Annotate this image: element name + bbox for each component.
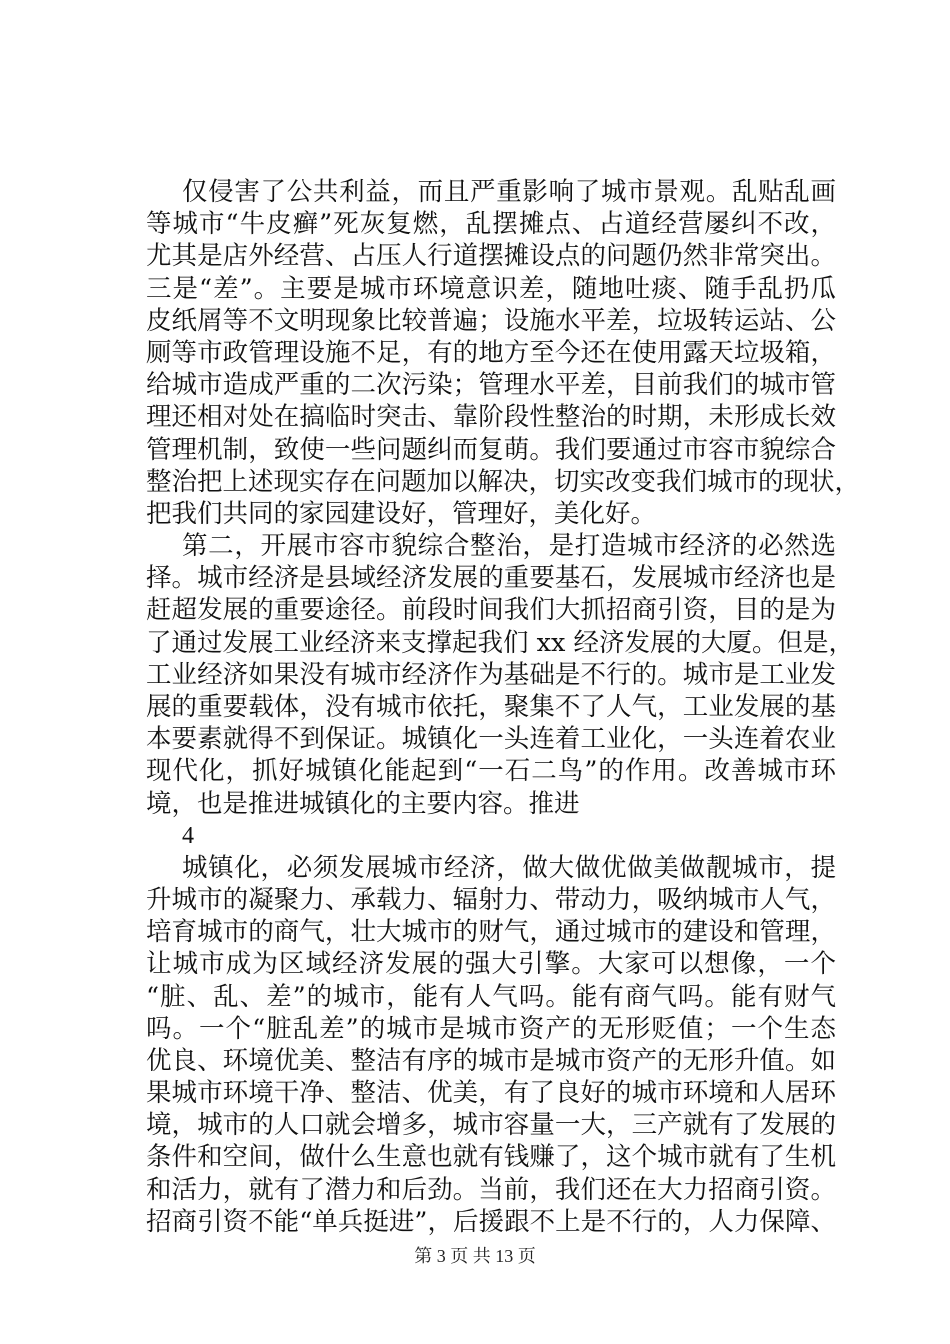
text-line: 城镇化，必须发展城市经济，做大做优做美做靓城市，提 [182, 852, 836, 883]
document-body [146, 176, 861, 1238]
text-line: 尤其是店外经营、占压人行道摆摊设点的问题仍然非常突出。 [146, 241, 836, 272]
paragraph-2 [146, 530, 854, 820]
text-line: 把我们共同的家园建设好，管理好，美化好。 [146, 498, 657, 529]
text-line: 整治把上述现实存在问题加以解决，切实改变我们城市的现状， [146, 466, 861, 497]
text-line: 现代化，抓好城镇化能起到“一石二鸟”的作用。改善城市环 [146, 756, 836, 787]
text-line: 和活力，就有了潜力和后劲。当前，我们还在大力招商引资。 [146, 1174, 836, 1205]
paragraph-3 [146, 852, 836, 1238]
paragraph-1 [146, 176, 861, 530]
text-line: 工业经济如果没有城市经济作为基础是不行的。城市是工业发 [146, 659, 836, 690]
text-line: 第二，开展市容市貌综合整治，是打造城市经济的必然选 [182, 531, 836, 562]
text-line: “脏、乱、差”的城市，能有人气吗。能有商气吗。能有财气 [146, 981, 836, 1012]
text-line: 让城市成为区域经济发展的强大引擎。大家可以想像，一个 [146, 949, 836, 980]
text-line: 培育城市的商气，壮大城市的财气，通过城市的建设和管理， [146, 917, 836, 948]
page-footer: 第 3 页 共 13 页 [414, 1246, 536, 1266]
text-line: 吗。一个“脏乱差”的城市是城市资产的无形贬值；一个生态 [146, 1013, 836, 1044]
source-page-number: 4 [182, 822, 194, 849]
text-line: 展的重要载体，没有城市依托，聚集不了人气，工业发展的基 [146, 692, 836, 722]
text-line: 择。城市经济是县域经济发展的重要基石，发展城市经济也是 [146, 563, 836, 594]
text-line: 境，城市的人口就会增多，城市容量一大，三产就有了发展的 [146, 1110, 836, 1141]
text-line: 境，也是推进城镇化的主要内容。推进 [146, 788, 580, 819]
text-line: 皮纸屑等不文明现象比较普遍；设施水平差，垃圾转运站、公 [146, 305, 836, 336]
text-line: 赶超发展的重要途径。前段时间我们大抓招商引资，目的是为 [146, 595, 836, 626]
text-line: 三是“差”。主要是城市环境意识差，随地吐痰、随手乱扔瓜 [146, 273, 836, 304]
text-line: 了通过发展工业经济来支撑起我们 xx 经济发展的大厦。但是， [146, 627, 854, 658]
text-line: 招商引资不能“单兵挺进”，后援跟不上是不行的，人力保障、 [146, 1206, 836, 1237]
text-line: 升城市的凝聚力、承载力、辐射力、带动力，吸纳城市人气， [146, 884, 836, 915]
text-line: 等城市“牛皮癣”死灰复燃，乱摆摊点、占道经营屡纠不改， [146, 209, 836, 240]
text-line: 理还相对处在搞临时突击、靠阶段性整治的时期，未形成长效 [146, 402, 836, 433]
text-line: 给城市造成严重的二次污染；管理水平差，目前我们的城市管 [146, 370, 836, 401]
text-line: 条件和空间，做什么生意也就有钱赚了，这个城市就有了生机 [146, 1142, 836, 1173]
text-line: 管理机制，致使一些问题纠而复萌。我们要通过市容市貌综合 [146, 434, 836, 465]
text-line: 果城市环境干净、整洁、优美，有了良好的城市环境和人居环 [146, 1078, 836, 1109]
text-line: 仅侵害了公共利益，而且严重影响了城市景观。乱贴乱画 [182, 177, 836, 207]
text-line: 本要素就得不到保证。城镇化一头连着工业化，一头连着农业 [146, 724, 836, 755]
text-line: 厕等市政管理设施不足，有的地方至今还在使用露天垃圾箱， [146, 337, 836, 368]
text-line: 优良、环境优美、整洁有序的城市是城市资产的无形升值。如 [146, 1045, 836, 1076]
